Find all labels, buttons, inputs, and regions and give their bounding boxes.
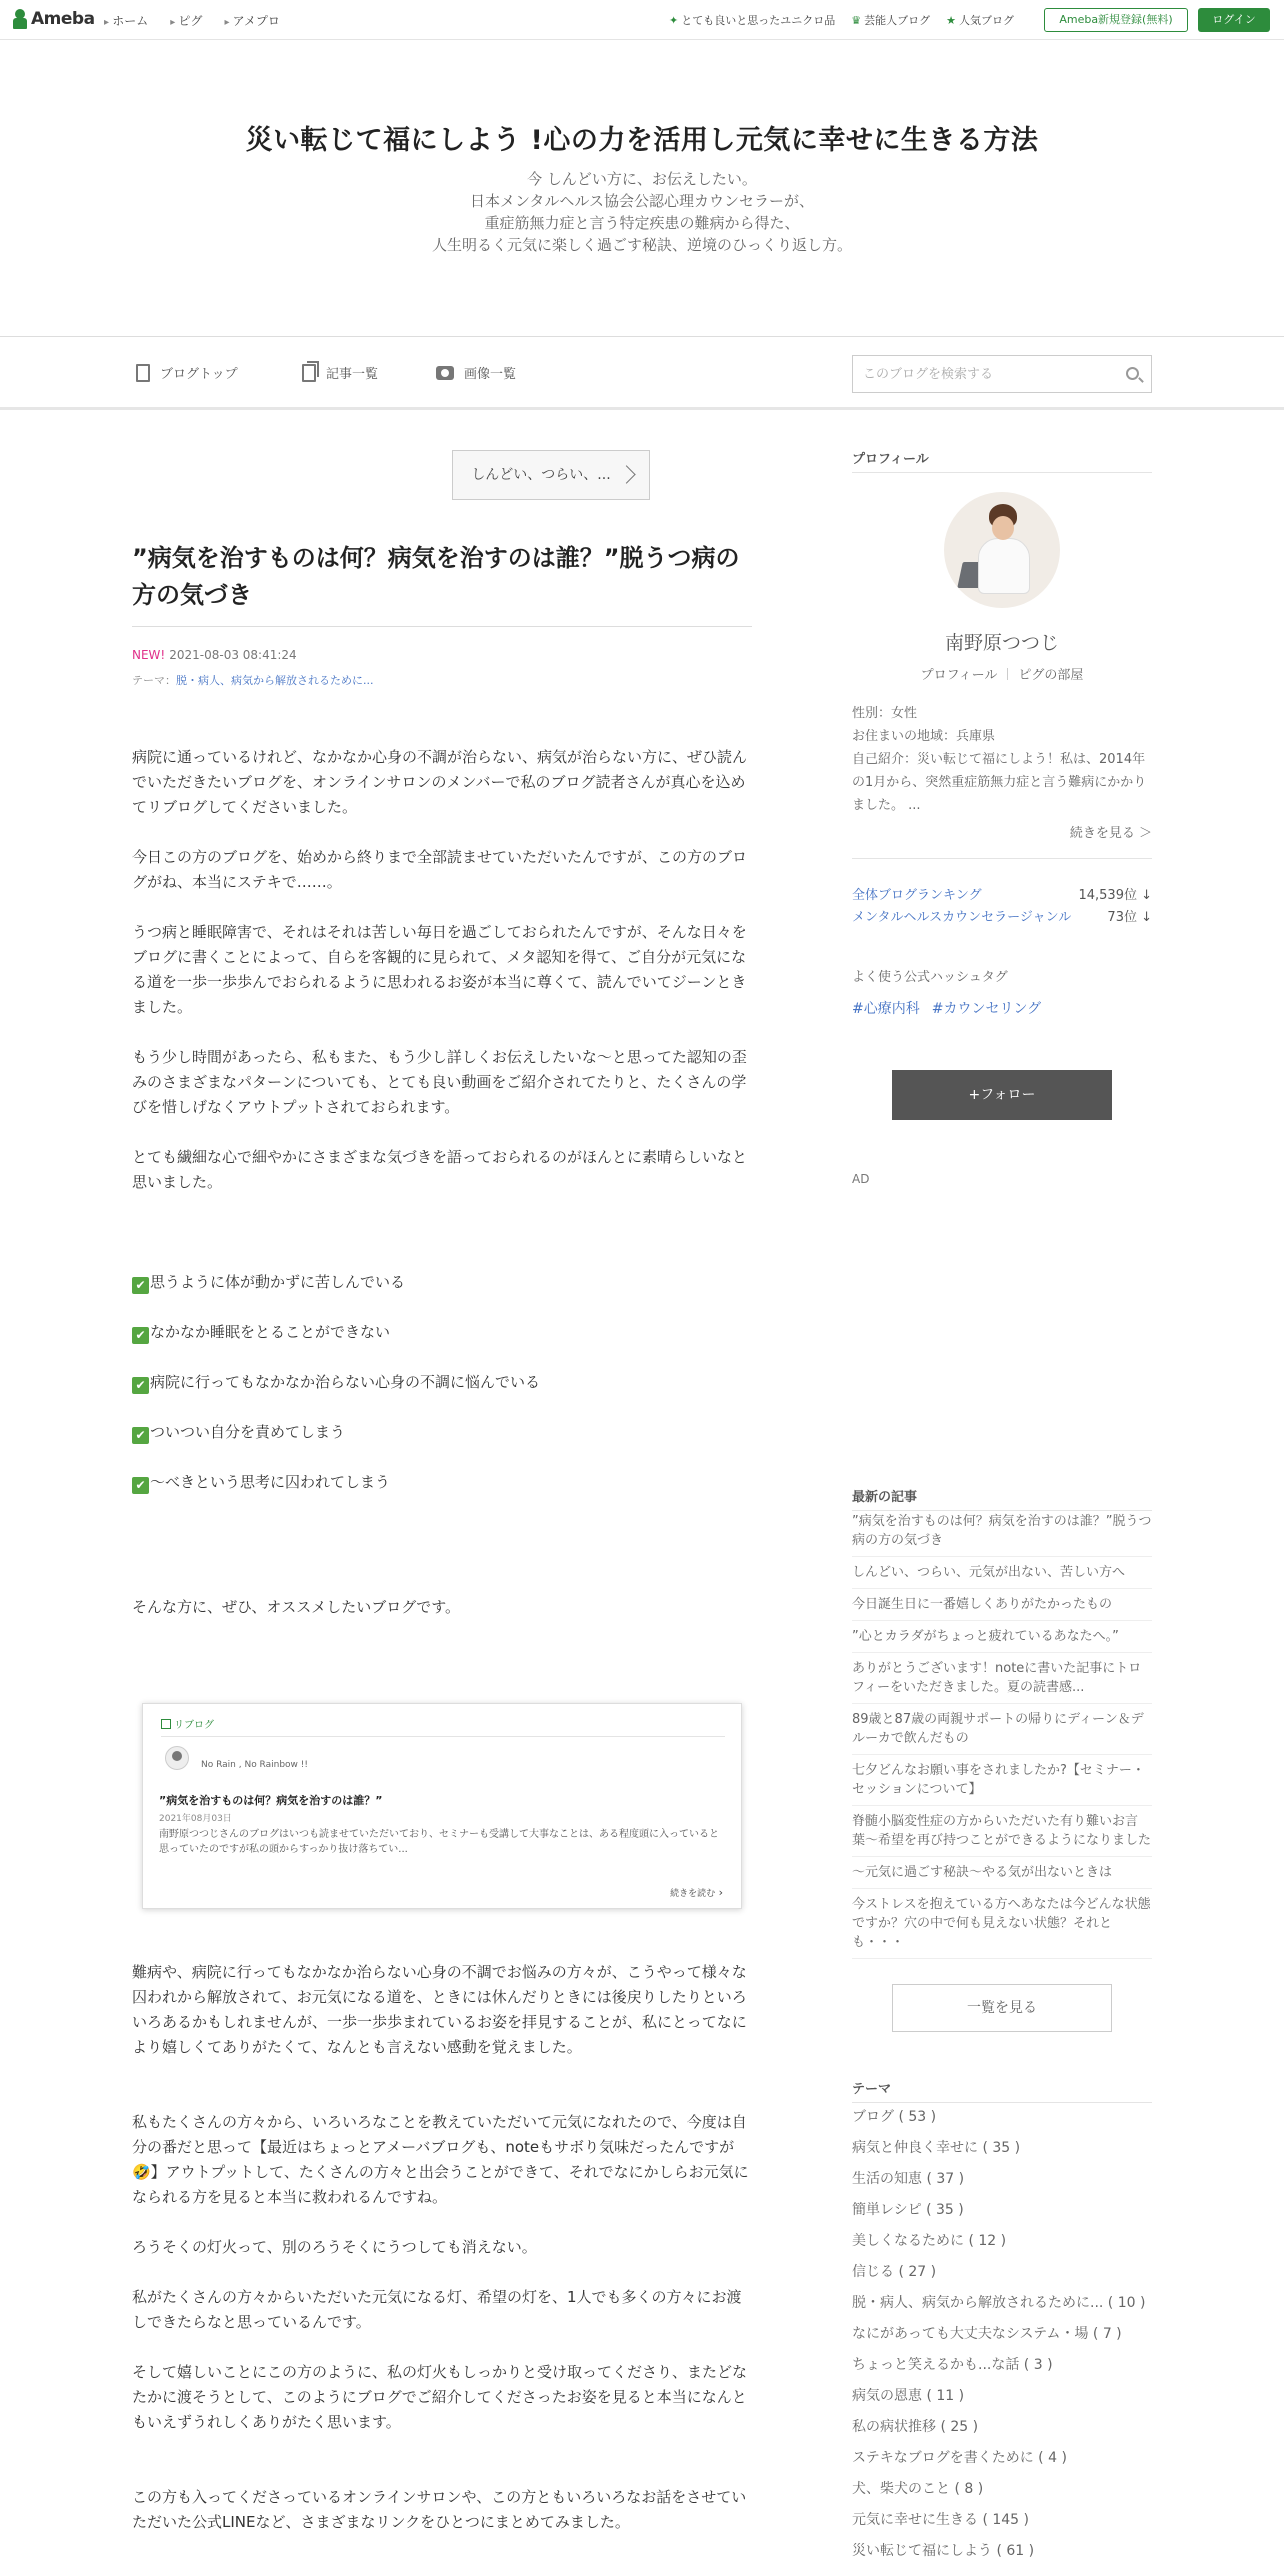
- register-button[interactable]: Ameba新規登録(無料): [1044, 8, 1188, 32]
- theme-item[interactable]: 生活の知恵 ( 37 ): [852, 2171, 965, 2187]
- check-item: ✔ なかなか睡眠をとることができない: [132, 1320, 752, 1345]
- trend-link-celebrity[interactable]: [851, 12, 930, 28]
- ranking-value: 14,539位 ↓: [1078, 888, 1152, 903]
- profile-link[interactable]: プロフィール: [920, 668, 998, 683]
- view-all-button[interactable]: 一覧を見る: [892, 1984, 1112, 2032]
- recent-entry[interactable]: 89歳と87歳の両親サポートの帰りにディーン＆デルーカで飲んだもの: [852, 1710, 1152, 1755]
- divider: [161, 1736, 725, 1737]
- trend-link-uniqlo-label: とても良いと思ったユニクロ品: [681, 14, 836, 27]
- theme-item[interactable]: 元気に幸せに生きる ( 145 ): [852, 2512, 1029, 2528]
- recent-entry[interactable]: 今ストレスを抱えている方へあなたは今どんな状態ですか？穴の中で何も見えない状態？それとも・・・: [852, 1895, 1152, 1959]
- separator: [1007, 668, 1008, 680]
- nav-home[interactable]: ▸ ホーム: [104, 12, 148, 29]
- divider: [852, 472, 1152, 473]
- paragraph: 今日この方のブログを、始めから終りまで全部読ませていただいたんですが、この方のブログがね、本当にステキで……。: [132, 848, 748, 891]
- paragraph: もう少し時間があったら、私もまた、もう少し詳しくお伝えしたいな〜と思ってた認知の歪みのさまざまなパターンについても、とても良い動画をご紹介されてたりと、たくさんの学びを惜しげなくアウトプットされておられます。: [132, 1048, 747, 1116]
- theme-list: [852, 2102, 1152, 2567]
- nav-entry-list[interactable]: [302, 363, 378, 382]
- reblog-label: リブログ: [161, 1716, 214, 1731]
- nav-entry-list-label: 記事一覧: [326, 367, 379, 382]
- entry-datetime: 2021-08-03 08:41:24: [169, 648, 297, 662]
- trend-links: [669, 12, 1014, 28]
- check-item: ✔ ついつい自分を責めてしまう: [132, 1420, 752, 1445]
- nav-image-list-label: 画像一覧: [464, 367, 517, 382]
- theme-item[interactable]: 簡単レシピ ( 35 ): [852, 2202, 964, 2218]
- search-icon[interactable]: [1126, 367, 1139, 380]
- profile-gender: 性別：女性: [852, 706, 918, 721]
- reblog-date: 2021年08月03日: [159, 1814, 232, 1824]
- entry-theme-prefix: テーマ：: [132, 674, 176, 687]
- global-header: [0, 0, 1284, 40]
- theme-item[interactable]: 病気の恩恵 ( 11 ): [852, 2388, 965, 2404]
- recent-entry[interactable]: しんどい、つらい、元気が出ない、苦しい方へ: [852, 1563, 1152, 1589]
- paragraph: 私がたくさんの方々からいただいた元気になる灯、希望の灯を、1人でも多くの方々にお渡しできたらなと思っているんです。: [132, 2288, 742, 2331]
- recent-entry[interactable]: ありがとうございます！noteに書いた記事にトロフィーをいただきました。夏の読書感...: [852, 1659, 1152, 1704]
- hashtag[interactable]: #カウンセリング: [931, 1001, 1042, 1017]
- theme-item[interactable]: 信じる ( 27 ): [852, 2264, 937, 2280]
- hashtag[interactable]: #心療内科: [852, 1001, 920, 1017]
- recent-entry[interactable]: ”心とカラダがちょっと疲れているあなたへ。”: [852, 1627, 1152, 1653]
- theme-heading: テーマ: [852, 2082, 892, 2097]
- nav-image-list[interactable]: [436, 363, 516, 382]
- reblog-excerpt: 南野原つつじさんのブログはいつも読ませていただいており、セミナーも受講して大事なことは、ある程度頭に入っていると思っていたのですが私の頭からすっかり抜け落ちてい...: [159, 1829, 719, 1855]
- ranking-label: 全体ブログランキング: [852, 888, 982, 903]
- paragraph: 私もたくさんの方々から、いろいろなことを教えていただいて元気になれたので、今度は自分の番だと思って【最近はちょっとアメーバブログも、noteもサボり気味だったんですが🤣】アウトプットして、たくさんの方々と出会うことができて、それでなにかしらお元気になられる方を見ると本当に救われるんですね。: [132, 2113, 749, 2206]
- blog-nav: [0, 336, 1284, 410]
- trend-link-popular-label: 人気ブログ: [959, 14, 1014, 27]
- recent-entry[interactable]: 〜元気に過ごす秘訣〜やる気が出ないときは: [852, 1863, 1152, 1889]
- profile-region: お住まいの地域：兵庫県: [852, 729, 996, 744]
- blog-search: [852, 355, 1152, 393]
- theme-item[interactable]: ステキなブログを書くために ( 4 ): [852, 2450, 1067, 2466]
- reblog-avatar: [165, 1746, 189, 1770]
- trend-link-uniqlo[interactable]: [669, 12, 835, 28]
- entry-theme-link[interactable]: 脱・病人、病気から解放されるために...: [176, 674, 374, 687]
- new-badge: NEW!: [132, 648, 166, 662]
- blog-description-line: 重症筋無力症と言う特定疾患の難病から得た、: [484, 214, 800, 232]
- recent-heading: 最新の記事: [852, 1490, 918, 1505]
- divider: [132, 626, 752, 627]
- paragraph: とても繊細な心で細やかにさまざまな気づきを語っておられるのがほんとに素晴らしいなと思いました。: [132, 1148, 748, 1191]
- paragraph: 難病や、病院に行ってもなかなか治らない心身の不調でお悩みの方々が、こうやって様々な囚われから解放されて、お元気になる道を、ときには休んだりときには後戻りしたりといろいろあるかもしれませんが、一歩一歩歩まれているお姿を拝見することが、私にとってなにより嬉しくてありがたくて、なんとも言えない感動を覚えました。: [132, 1963, 747, 2056]
- reblog-card[interactable]: [142, 1703, 742, 1909]
- ranking-row[interactable]: [852, 884, 1152, 903]
- nav-blog-top-label: ブログトップ: [160, 367, 238, 382]
- theme-item[interactable]: 犬、柴犬のこと ( 8 ): [852, 2481, 984, 2497]
- paragraph: この方も入ってくださっているオンラインサロンや、この方ともいろいろなお話をさせていただいた公式LINEなど、さまざまなリンクをひとつにまとめてみました。: [132, 2488, 747, 2531]
- profile-links: [852, 664, 1152, 683]
- recent-entry[interactable]: ”病気を治すものは何？病気を治すのは誰？”脱うつ病の方の気づき: [852, 1512, 1152, 1557]
- check-item: ✔ 病院に行ってもなかなか治らない心身の不調に悩んでいる: [132, 1370, 752, 1395]
- paragraph: うつ病と睡眠障害で、それはそれは苦しい毎日を過ごしておられたんですが、そんな日々をブログに書くことによって、自らを客観的に見られて、メタ認知を得て、ご自分が元気になる道を一歩一歩歩んでおられるように思われるお姿が本当に尊くて、読んでいてジーンときました。: [132, 923, 747, 1016]
- document-icon: [136, 364, 150, 382]
- copy-icon: [302, 364, 316, 382]
- divider: [852, 1510, 1152, 1511]
- check-item: ✔ 〜べきという思考に囚われてしまう: [132, 1470, 752, 1495]
- crown-icon: ♛: [851, 14, 862, 27]
- sparkle-icon: ✦: [669, 14, 679, 27]
- trend-link-celebrity-label: 芸能人ブログ: [864, 14, 931, 27]
- entry-theme: [132, 672, 374, 688]
- global-nav: [104, 12, 280, 29]
- ranking-row[interactable]: [852, 906, 1152, 925]
- theme-item[interactable]: 私の病状推移 ( 25 ): [852, 2419, 979, 2435]
- ameba-logo-text: Ameba: [31, 9, 95, 29]
- theme-navigation-button[interactable]: しんどい、つらい、...: [452, 450, 650, 500]
- nav-blog-top[interactable]: [136, 363, 238, 382]
- pigg-room-link[interactable]: ピグの部屋: [1018, 668, 1084, 683]
- entry-title[interactable]: ”病気を治すものは何？病気を治すのは誰？”脱うつ病の方の気づき: [132, 544, 740, 609]
- ranking-label: メンタルヘルスカウンセラージャンル: [852, 910, 1072, 925]
- theme-item[interactable]: 美しくなるために ( 12 ): [852, 2233, 1007, 2249]
- entry-meta: [132, 648, 297, 662]
- paragraph: 病院に通っているけれど、なかなか心身の不調が治らない、病気が治らない方に、ぜひ読んでいただきたいブログを、オンラインサロンのメンバーで私のブログ読者さんが真心を込めてリブログしてくださいました。: [132, 748, 748, 816]
- trend-link-popular[interactable]: [946, 12, 1014, 28]
- hashtag-list: [852, 998, 1041, 1018]
- blog-description: [0, 168, 1284, 256]
- check-item: ✔ 思うように体が動かずに苦しんでいる: [132, 1270, 752, 1295]
- hashtag-heading: よく使う公式ハッシュタグ: [852, 970, 1008, 985]
- recent-entry[interactable]: 脊髄小脳変性症の方からいただいた有り難いお言葉〜希望を再び持つことができるようになりました: [852, 1812, 1152, 1857]
- paragraph: ろうそくの灯火って、別のろうそくにうつしても消えない。: [132, 2238, 537, 2256]
- theme-item[interactable]: ちょっと笑えるかも...な話 ( 3 ): [852, 2357, 1053, 2373]
- reblog-title[interactable]: ”病気を治すものは何？病気を治すのは誰？”: [159, 1794, 383, 1807]
- recent-entry[interactable]: 今日誕生日に一番嬉しくありがたかったもの: [852, 1595, 1152, 1621]
- nav-amepro[interactable]: ▸ アメプロ: [224, 12, 279, 29]
- blog-description-line: 人生明るく元気に楽しく過ごす秘訣、逆境のひっくり返し方。: [431, 236, 852, 254]
- blog-description-line: 今 しんどい方に、お伝えしたい。: [527, 170, 757, 188]
- profile-avatar[interactable]: [944, 492, 1060, 608]
- ameba-logo[interactable]: [12, 9, 95, 29]
- profile-name[interactable]: 南野原つつじ: [944, 632, 1059, 654]
- recent-entry[interactable]: 七夕どんなお願い事をされましたか?【セミナー・セッションについて】: [852, 1761, 1152, 1806]
- login-button[interactable]: ログイン: [1198, 8, 1270, 32]
- divider: [852, 858, 1152, 859]
- ameba-logo-icon: [12, 9, 28, 29]
- ranking-value: 73位 ↓: [1107, 910, 1152, 925]
- nav-pigg[interactable]: ▸ ピグ: [170, 12, 202, 29]
- camera-icon: [436, 366, 454, 380]
- paragraph: そんな方に、ぜひ、オススメしたいブログです。: [132, 1598, 461, 1616]
- profile-read-more[interactable]: 続きを見る ＞: [1069, 826, 1152, 841]
- blog-description-line: 日本メンタルヘルス協会公認心理カウンセラーが、: [470, 192, 814, 210]
- profile-heading: プロフィール: [852, 452, 929, 467]
- theme-item[interactable]: なにがあっても大丈夫なシステム・場 ( 7 ): [852, 2326, 1122, 2342]
- ad-label: AD: [852, 1172, 870, 1186]
- star-icon: ★: [946, 14, 956, 27]
- profile-info: [852, 702, 1152, 817]
- reblog-read-more[interactable]: 続きを読む ›: [670, 1886, 723, 1899]
- theme-item[interactable]: 脱・病人、病気から解放されるために... ( 10 ): [852, 2295, 1146, 2311]
- blog-search-input[interactable]: [853, 356, 1151, 392]
- blog-header: [0, 40, 1284, 336]
- reblog-blog-name: No Rain , No Rainbow !!: [201, 1760, 308, 1770]
- profile-intro: 自己紹介：災い転じて福にしよう！私は、2014年の1月から、突然重症筋無力症と言う難病にかかりました。 ...: [852, 752, 1147, 813]
- theme-item[interactable]: ブログ ( 53 ): [852, 2109, 937, 2125]
- recent-entries: [852, 1512, 1152, 1965]
- theme-item[interactable]: 災い転じて福にしよう ( 61 ): [852, 2543, 1035, 2559]
- blog-title[interactable]: 災い転じて福にしよう !心の力を活用し元気に幸せに生きる方法: [245, 125, 1039, 156]
- follow-button[interactable]: +フォロー: [892, 1070, 1112, 1120]
- theme-item[interactable]: 病気と仲良く幸せに ( 35 ): [852, 2140, 1021, 2156]
- paragraph: そして嬉しいことにこの方のように、私の灯火もしっかりと受け取ってくださり、またどなたかに渡そうとして、このようにブログでご紹介してくださったお姿を見ると本当になんともいえずうれしくありがたく思います。: [132, 2363, 748, 2431]
